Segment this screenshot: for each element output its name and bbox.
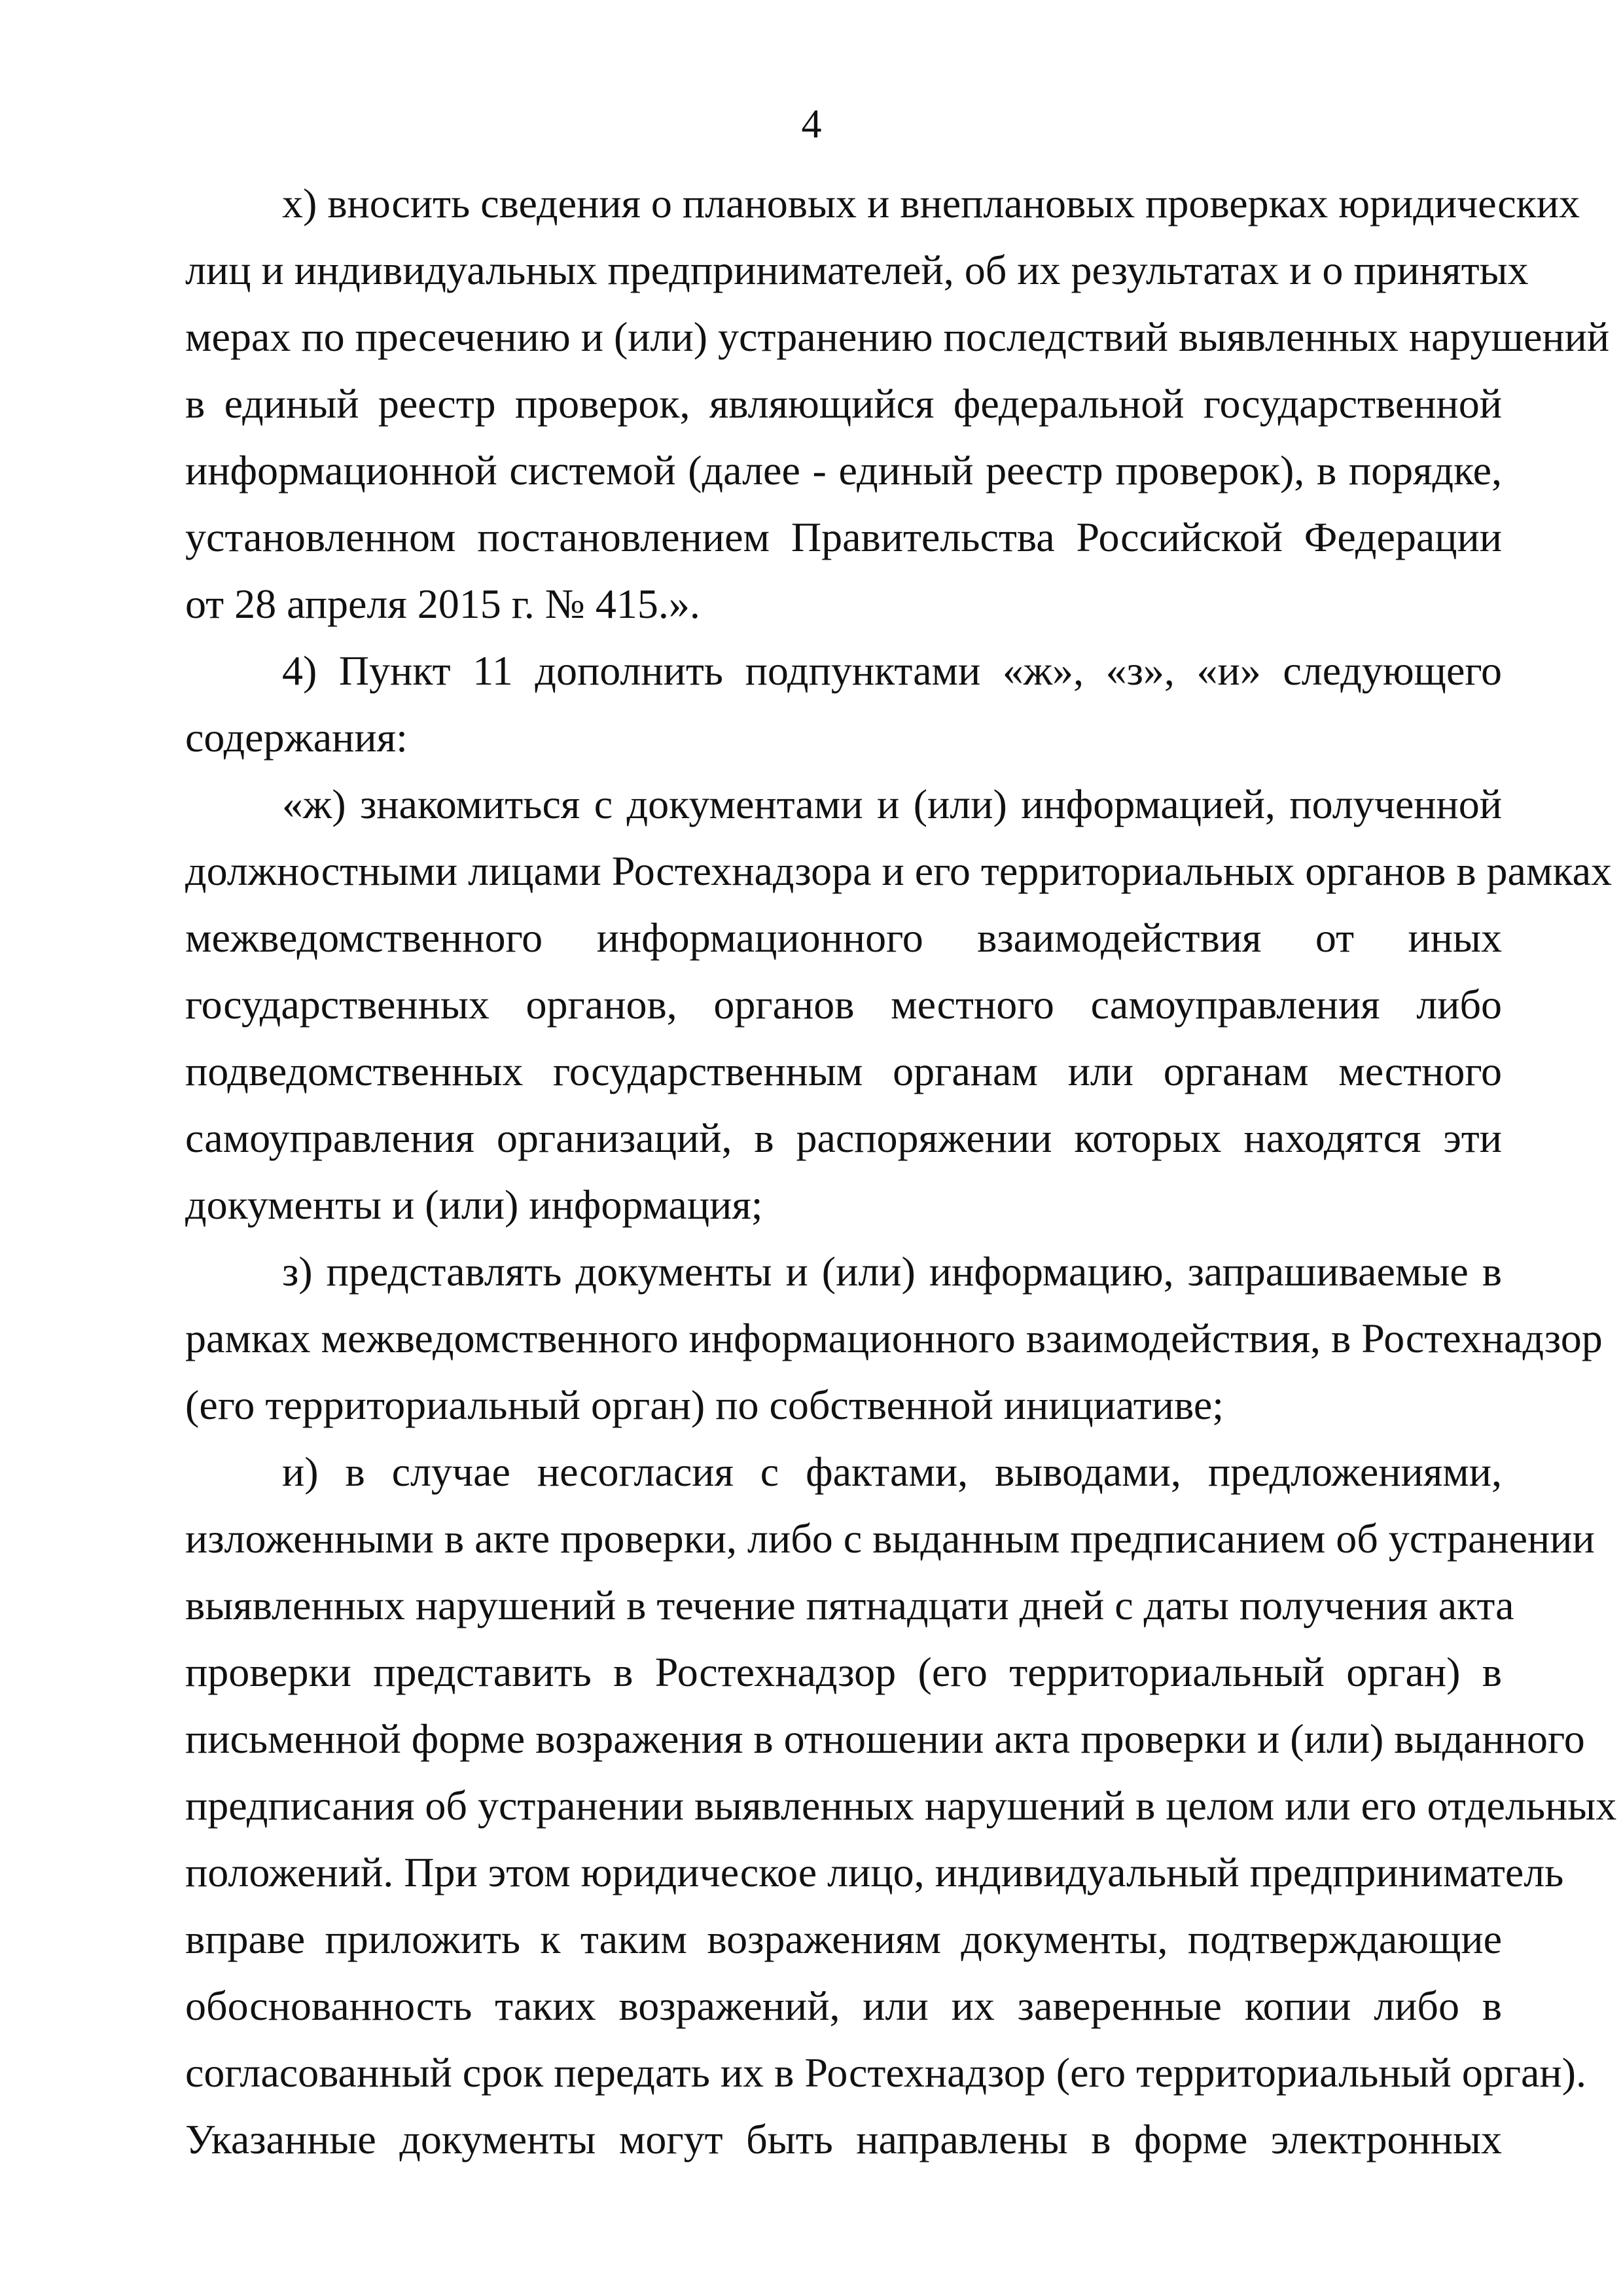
- text-line: межведомственного информационного взаимодействия от иных: [185, 914, 1502, 961]
- document-body: [185, 170, 1617, 2173]
- text-line: содержания:: [185, 714, 408, 761]
- text-line: проверки представить в Ростехнадзор (его территориальный орган) в: [185, 1649, 1502, 1695]
- text-line: мерах по пресечению и (или) устранению последствий выявленных нарушений: [185, 314, 1610, 360]
- text-line: вправе приложить к таким возражениям документы, подтверждающие: [185, 1916, 1502, 1962]
- text-line: х) вносить сведения о плановых и внеплановых проверках юридических: [282, 180, 1580, 226]
- text-line: рамках межведомственного информационного взаимодействия, в Ростехнадзор: [185, 1315, 1603, 1361]
- page-number: 4: [801, 102, 822, 147]
- text-line: выявленных нарушений в течение пятнадцати дней с даты получения акта: [185, 1582, 1514, 1628]
- text-line: самоуправления организаций, в распоряжении которых находятся эти: [185, 1115, 1502, 1161]
- text-line: должностными лицами Ростехнадзора и его территориальных органов в рамках: [185, 848, 1612, 894]
- text-line: положений. При этом юридическое лицо, индивидуальный предприниматель: [185, 1849, 1564, 1895]
- text-line: изложенными в акте проверки, либо с выданным предписанием об устранении: [185, 1515, 1595, 1562]
- text-line: государственных органов, органов местного самоуправления либо: [185, 981, 1502, 1028]
- text-line: обоснованность таких возражений, или их заверенные копии либо в: [185, 1982, 1502, 2029]
- text-line: согласованный срок передать их в Ростехнадзор (его территориальный орган).: [185, 2049, 1586, 2096]
- text-line: в единый реестр проверок, являющийся федеральной государственной: [185, 380, 1502, 427]
- text-line: от 28 апреля 2015 г. № 415.».: [185, 581, 700, 627]
- text-line: 4) Пункт 11 дополнить подпунктами «ж», «з», «и» следующего: [282, 647, 1502, 694]
- paragraph-item-4: [185, 637, 1502, 771]
- text-line: «ж) знакомиться с документами и (или) информацией, полученной: [282, 781, 1502, 827]
- text-line: (его территориальный орган) по собственной инициативе;: [185, 1382, 1224, 1428]
- text-line: установленном постановлением Правительства Российской Федерации: [185, 514, 1502, 560]
- paragraph-z: [185, 1238, 1603, 1439]
- text-line: Указанные документы могут быть направлены в форме электронных: [185, 2116, 1502, 2162]
- text-line: письменной форме возражения в отношении акта проверки и (или) выданного: [185, 1715, 1585, 1762]
- text-line: лиц и индивидуальных предпринимателей, об их результатах и о принятых: [185, 247, 1529, 293]
- text-line: информационной системой (далее - единый реестр проверок), в порядке,: [185, 447, 1502, 493]
- paragraph-kh: [185, 170, 1610, 637]
- text-line: предписания об устранении выявленных нарушений в целом или его отдельных: [185, 1782, 1617, 1829]
- text-line: и) в случае несогласия с фактами, выводами, предложениями,: [282, 1448, 1502, 1495]
- paragraph-zh: [185, 771, 1612, 1238]
- text-line: документы и (или) информация;: [185, 1181, 763, 1228]
- text-line: подведомственных государственным органам или органам местного: [185, 1048, 1502, 1094]
- paragraph-i: [185, 1439, 1617, 2173]
- text-line: з) представлять документы и (или) информацию, запрашиваемые в: [282, 1248, 1502, 1295]
